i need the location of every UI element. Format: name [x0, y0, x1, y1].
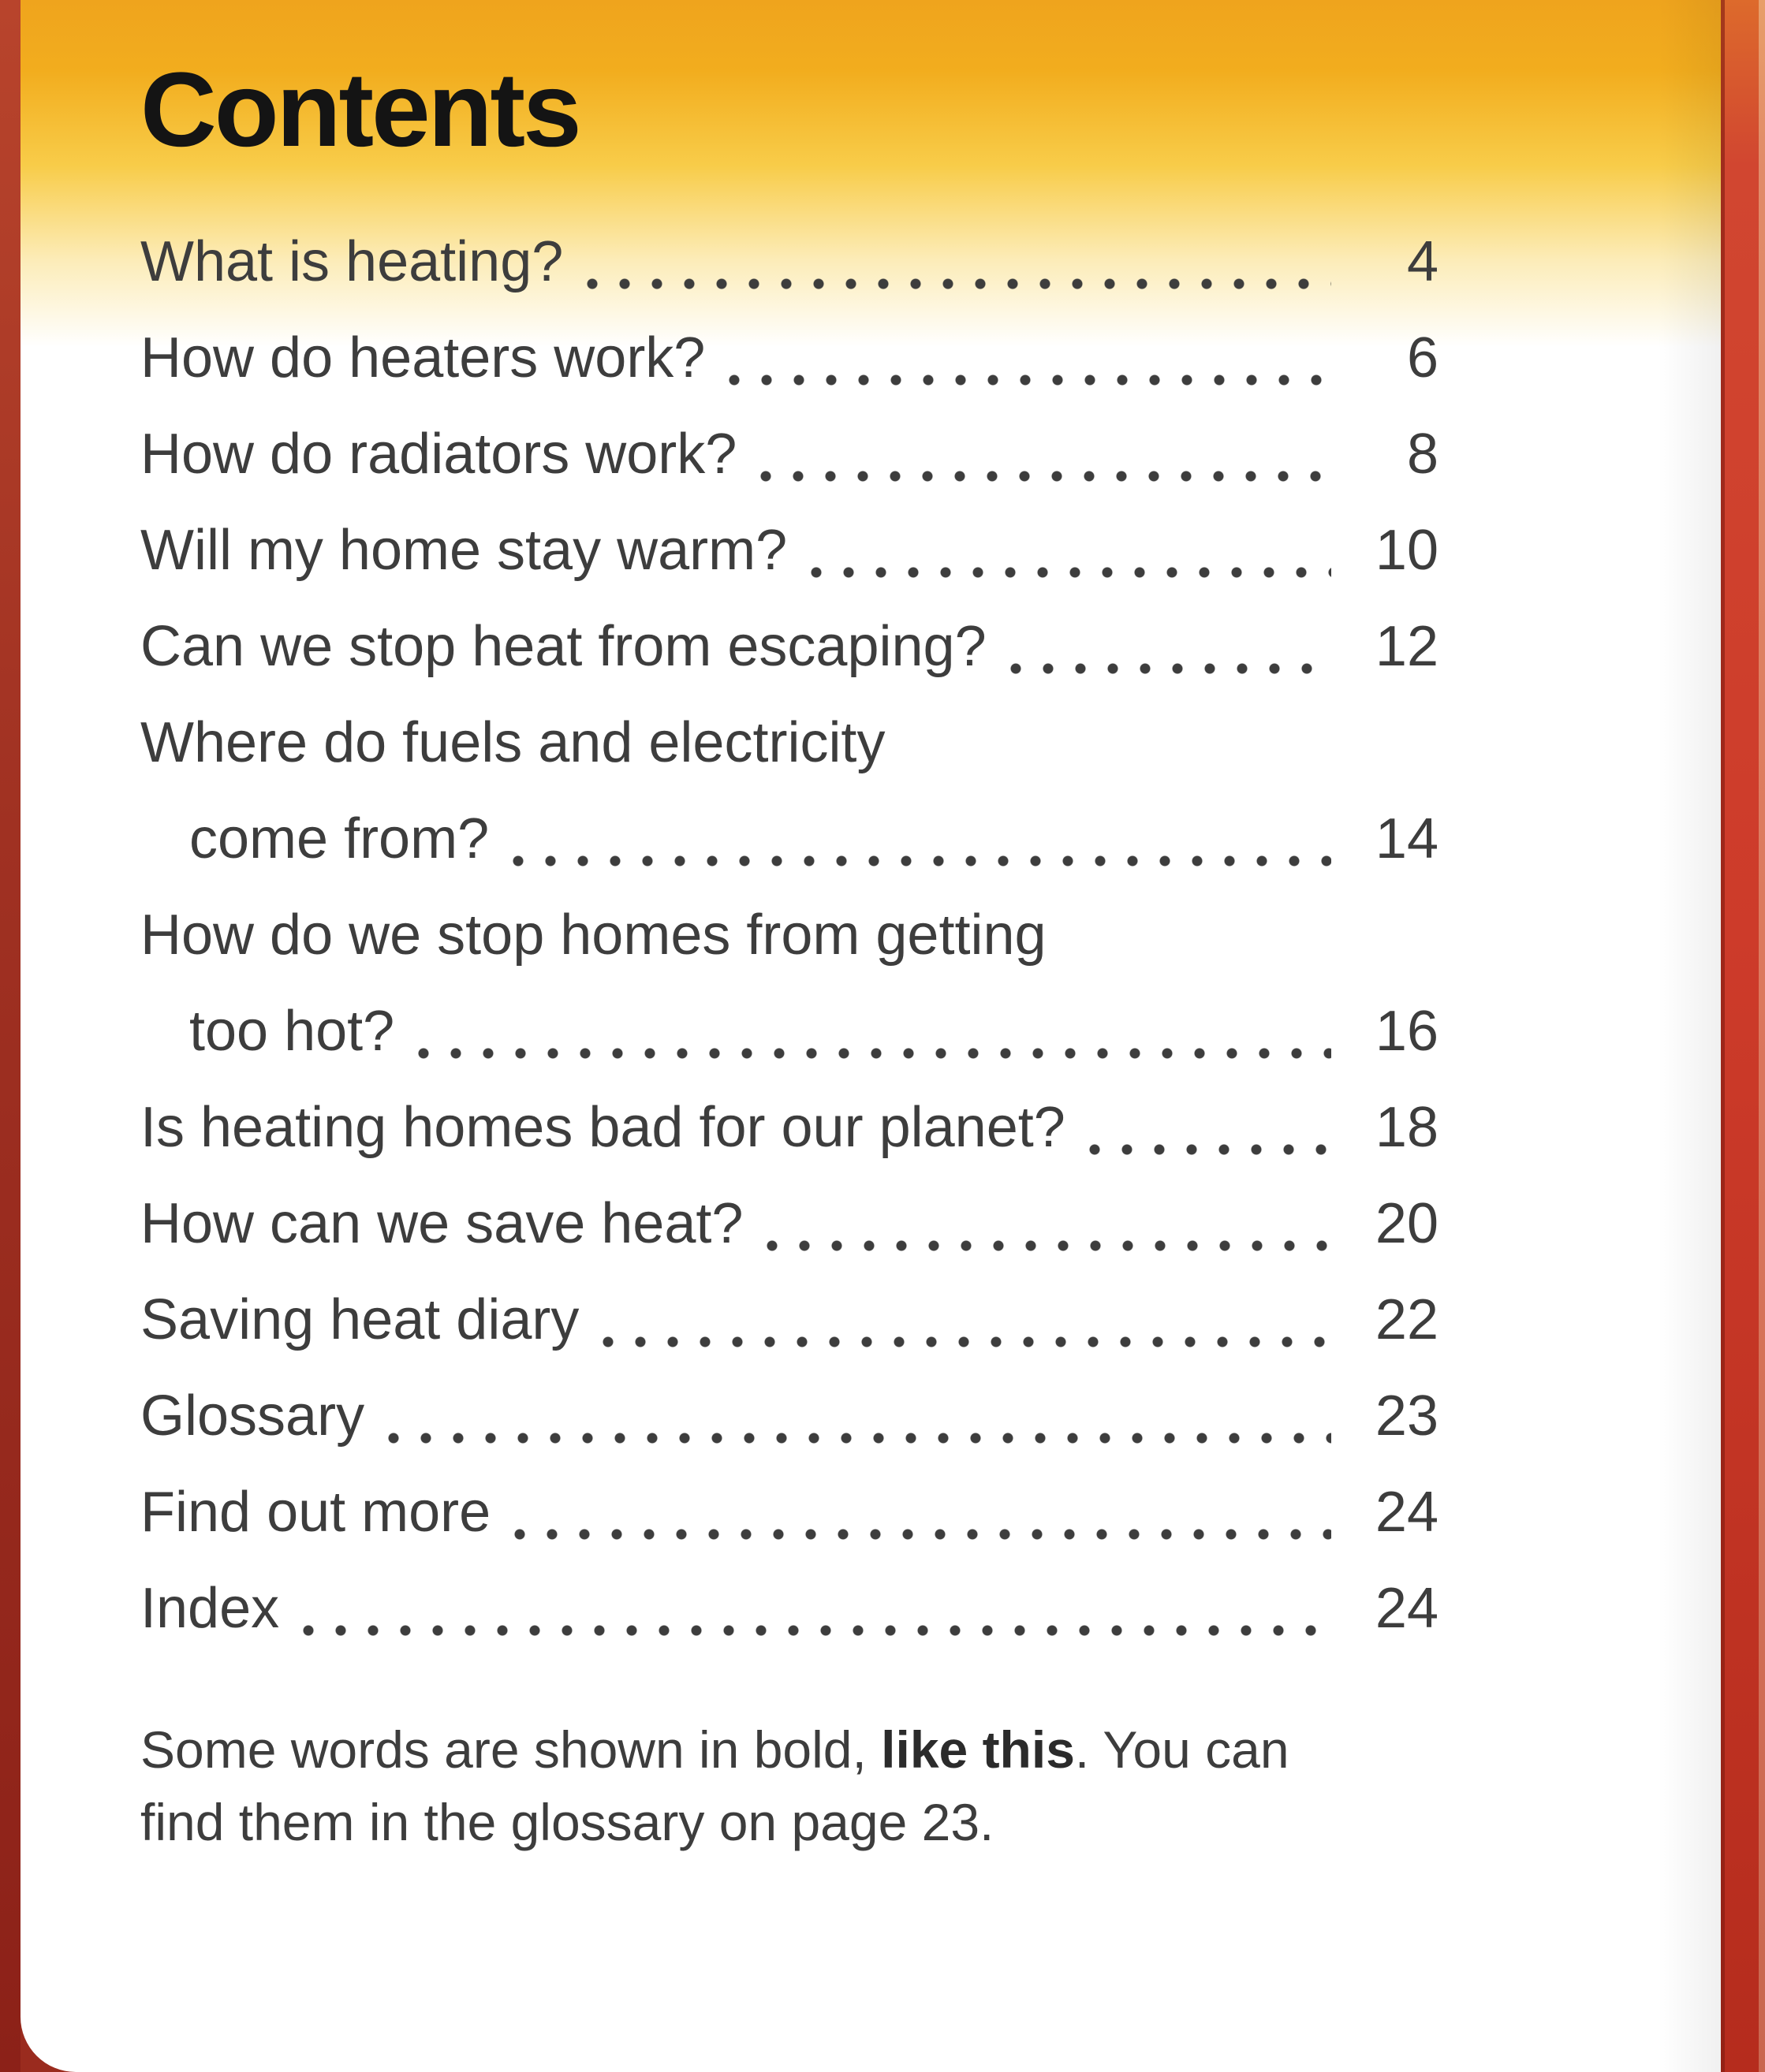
- page-title: Contents: [140, 51, 580, 169]
- footer-note-text: Some words are shown in bold,: [140, 1720, 882, 1779]
- toc-entry-page: 6: [1406, 326, 1438, 389]
- toc-entry-page: 18: [1375, 1095, 1438, 1159]
- toc-entry: [140, 598, 1438, 695]
- toc-entry: [140, 1368, 1438, 1464]
- toc-entry-page: 23: [1375, 1384, 1438, 1448]
- dot-leader: [587, 278, 1331, 289]
- toc-entry-page: 22: [1375, 1288, 1438, 1351]
- toc-entry-page: 14: [1375, 807, 1438, 870]
- toc-entry-label: Where do fuels and electricity: [140, 710, 886, 774]
- toc-entry-label: Will my home stay warm?: [140, 518, 788, 582]
- toc-entry: [140, 1560, 1438, 1656]
- toc-entry: [140, 1176, 1438, 1272]
- toc-entry: [140, 310, 1438, 406]
- dot-leader: [603, 1336, 1331, 1347]
- book-page: [21, 0, 1721, 2072]
- toc-entry-label: Is heating homes bad for our planet?: [140, 1095, 1065, 1159]
- footer-note-bold-example: like this: [881, 1720, 1075, 1779]
- dot-leader: [388, 1433, 1331, 1444]
- footer-note: [140, 1713, 1552, 1858]
- toc-entry-page: 12: [1375, 614, 1438, 678]
- toc-entry-label: Glossary: [140, 1384, 365, 1448]
- toc-entry-page: 16: [1375, 999, 1438, 1063]
- dot-leader: [811, 567, 1331, 578]
- toc-entry: [140, 1272, 1438, 1368]
- toc-entry-label: Find out more: [140, 1480, 491, 1544]
- toc-entry: [140, 695, 1438, 791]
- toc-entry: [140, 406, 1438, 502]
- toc-entry-page: 4: [1406, 229, 1438, 293]
- toc-entry-page: 8: [1406, 422, 1438, 486]
- toc-entry-label: too hot?: [189, 999, 395, 1063]
- toc-entry: [140, 791, 1438, 887]
- footer-note-line2: find them in the glossary on page 23.: [140, 1792, 994, 1851]
- dot-leader: [1010, 663, 1331, 674]
- book-cover-edge: [1721, 0, 1765, 2072]
- toc-entry-page: 24: [1375, 1480, 1438, 1544]
- dot-leader: [767, 1240, 1331, 1251]
- toc-entry-page: 20: [1375, 1191, 1438, 1255]
- toc-list: [140, 214, 1438, 1656]
- toc-entry-label: How do we stop homes from getting: [140, 903, 1047, 967]
- toc-entry-label: What is heating?: [140, 229, 564, 293]
- toc-entry-label: come from?: [189, 807, 490, 870]
- cover-inner-shadow: [1721, 0, 1725, 2072]
- dot-leader: [303, 1625, 1331, 1636]
- toc-entry-label: How do heaters work?: [140, 326, 706, 389]
- page-content: [21, 0, 1721, 2072]
- toc-entry-label: Can we stop heat from escaping?: [140, 614, 987, 678]
- toc-entry-label: Index: [140, 1576, 280, 1640]
- dot-leader: [418, 1048, 1331, 1059]
- book-spine-edge: [0, 0, 21, 2072]
- toc-entry: [140, 983, 1438, 1079]
- dot-leader: [1089, 1144, 1331, 1155]
- toc-entry: [140, 502, 1438, 598]
- toc-entry: [140, 1079, 1438, 1176]
- dot-leader: [760, 471, 1331, 482]
- toc-entry-page: 24: [1375, 1576, 1438, 1640]
- cover-outer-edge: [1759, 0, 1765, 2072]
- toc-entry-label: How can we save heat?: [140, 1191, 744, 1255]
- toc-entry: [140, 887, 1438, 983]
- toc-entry: [140, 1464, 1438, 1560]
- dot-leader: [514, 1529, 1331, 1540]
- toc-entry-page: 10: [1375, 518, 1438, 582]
- dot-leader: [513, 855, 1331, 866]
- toc-entry-label: How do radiators work?: [140, 422, 737, 486]
- dot-leader: [729, 375, 1331, 386]
- toc-entry-label: Saving heat diary: [140, 1288, 580, 1351]
- footer-note-text-after-bold: . You can: [1074, 1720, 1289, 1779]
- toc-entry: [140, 214, 1438, 310]
